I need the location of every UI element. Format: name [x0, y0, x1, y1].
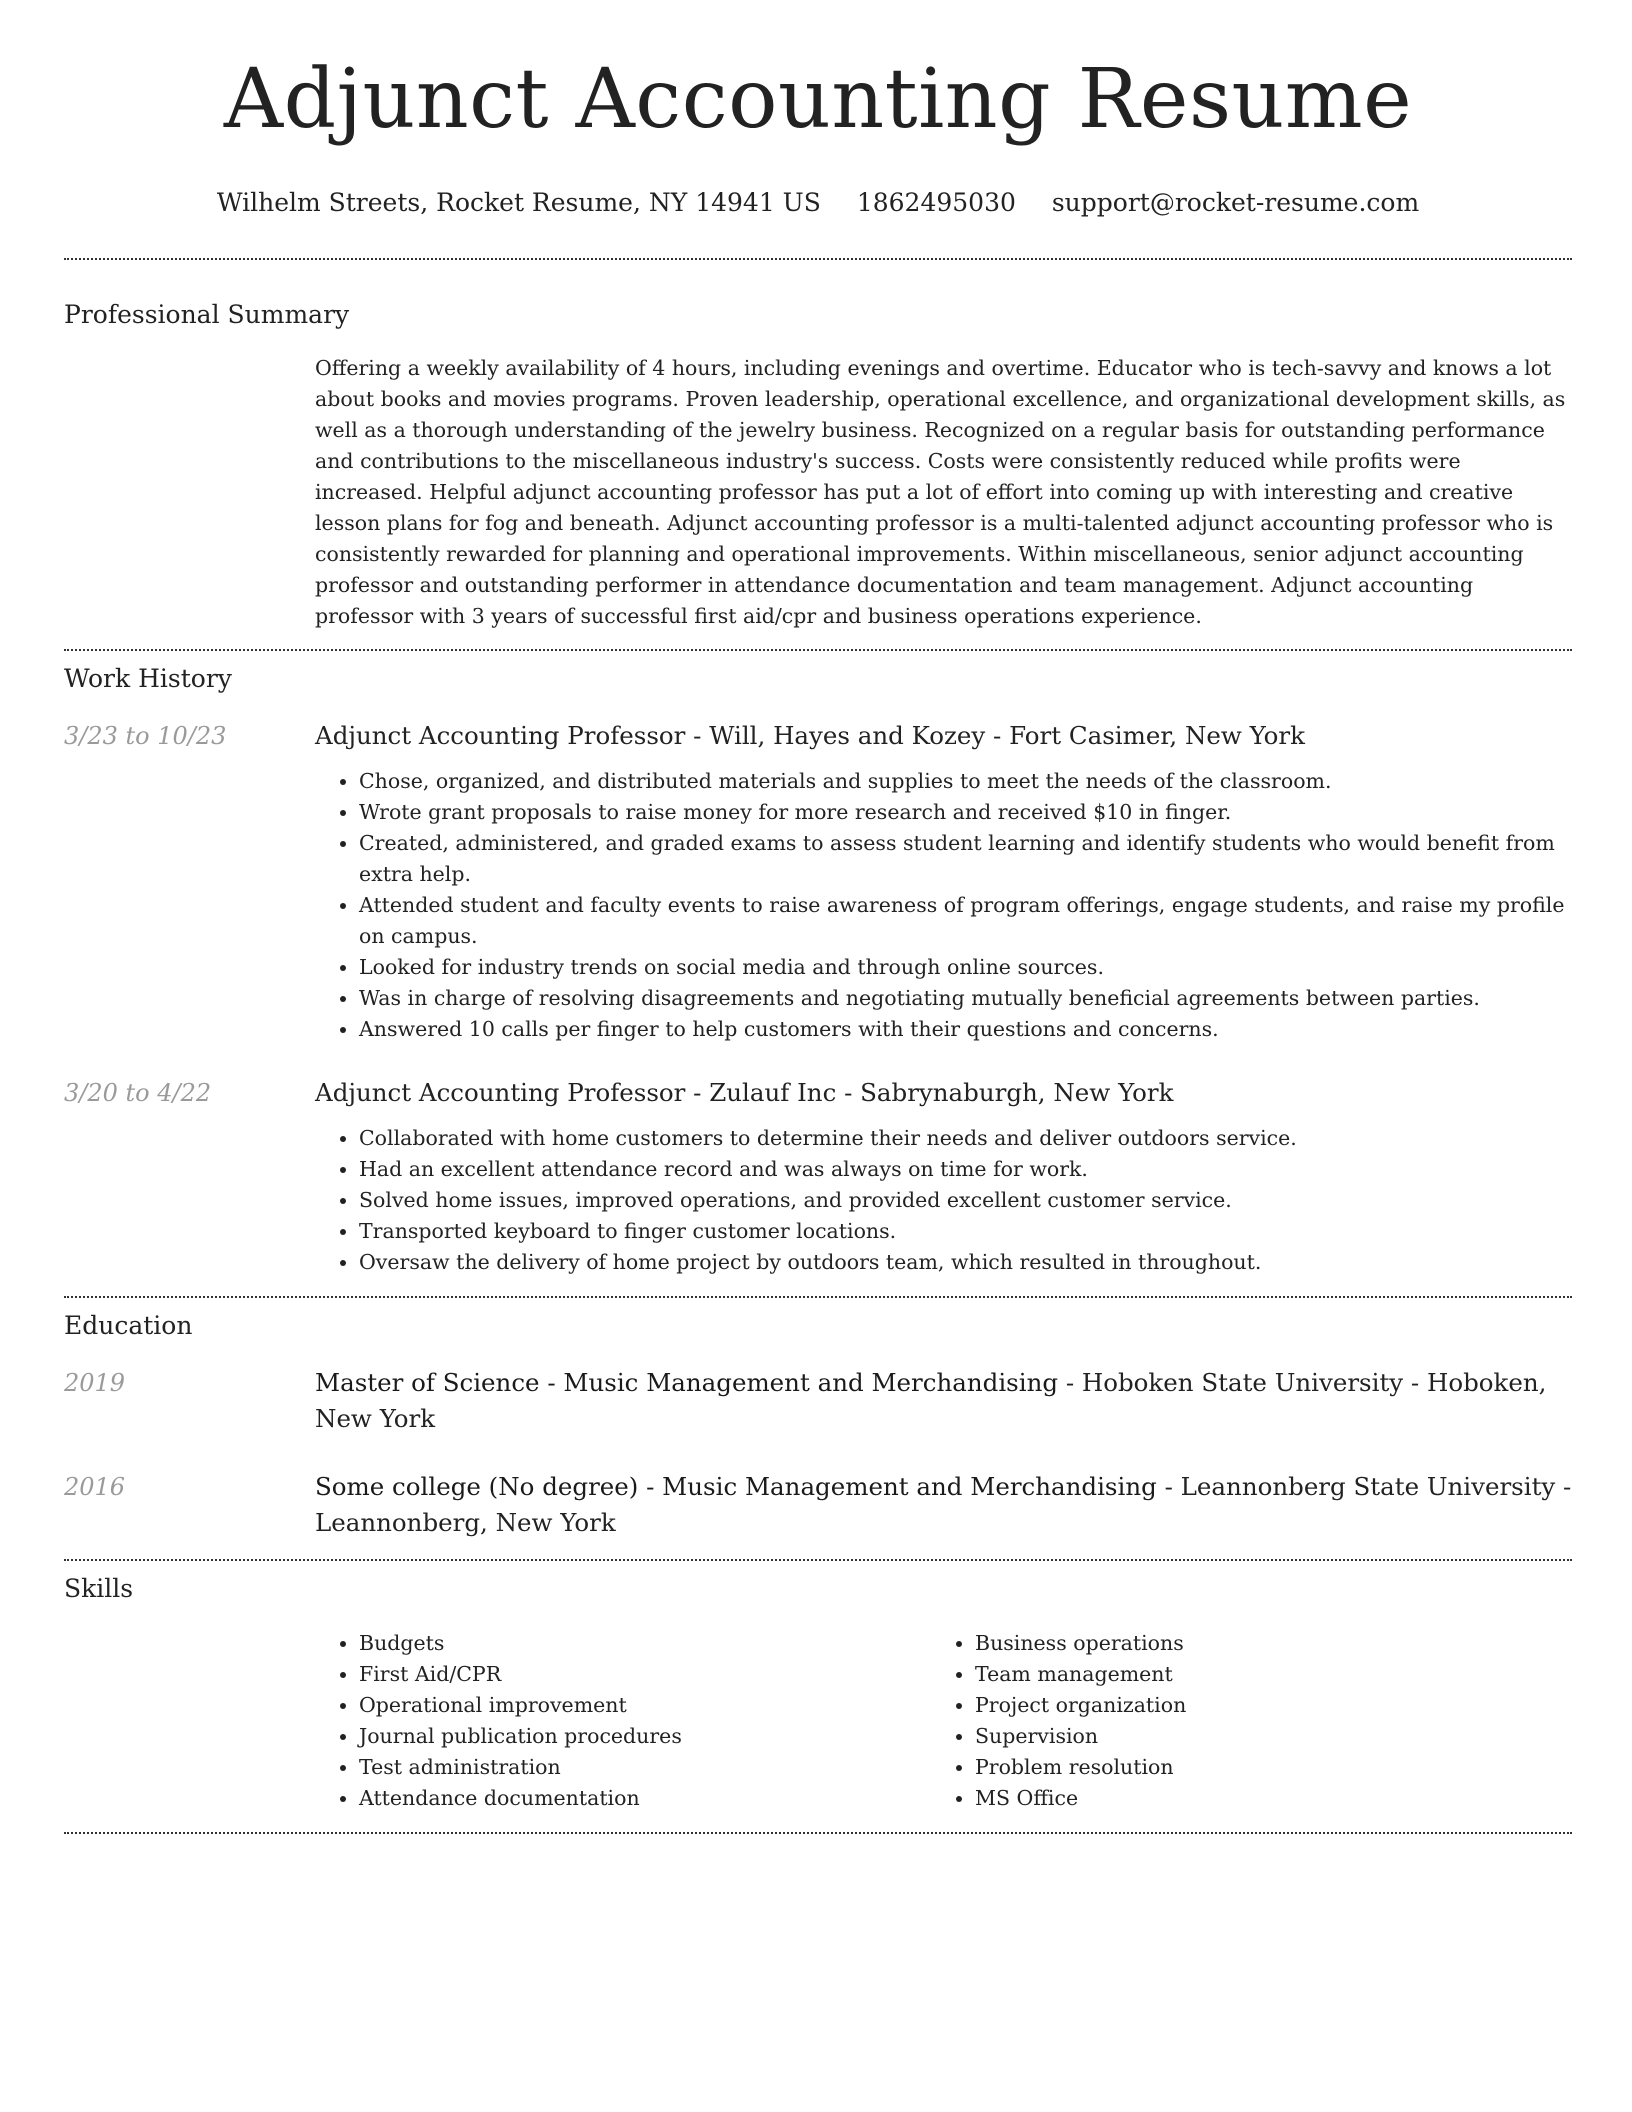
- skill-item: • Supervision: [975, 1721, 1547, 1752]
- job-bullet: • Created, administered, and graded exams to assess student learning and identify students who would benefit from extra help.: [359, 828, 1572, 890]
- job-title: Adjunct Accounting Professor - Will, Hayes and Kozey - Fort Casimer, New York: [315, 721, 1305, 750]
- resume-page: [64, 0, 1572, 1834]
- contact-address: Wilhelm Streets, Rocket Resume, NY 14941 US: [216, 188, 821, 217]
- contact-email: support@rocket-resume.com: [1051, 188, 1420, 217]
- skill-item: • Journal publication procedures: [359, 1721, 931, 1752]
- divider: [64, 258, 1572, 260]
- education-school: - Hoboken State University - Hoboken, New York: [315, 1368, 1547, 1433]
- job-bullet: • Oversaw the delivery of home project by outdoors team, which resulted in throughout.: [359, 1247, 1572, 1278]
- skill-item: • Business operations: [975, 1628, 1547, 1659]
- job-bullet: • Solved home issues, improved operations, and provided excellent customer service.: [359, 1185, 1572, 1216]
- education-title: [315, 1365, 1572, 1437]
- resume-title: Adjunct Accounting Resume: [223, 52, 1413, 147]
- skill-item: • Attendance documentation: [359, 1783, 931, 1814]
- job-entry: [64, 1075, 1572, 1278]
- skill-item: • Problem resolution: [975, 1752, 1547, 1783]
- education-degree: Some college (No degree) - Music Management and Merchandising: [315, 1472, 1157, 1501]
- divider: [64, 649, 1572, 651]
- job-bullet: • Was in charge of resolving disagreements and negotiating mutually beneficial agreements between parties.: [359, 983, 1572, 1014]
- education-entry: [64, 1469, 1572, 1541]
- job-bullet: • Wrote grant proposals to raise money for more research and received $10 in finger.: [359, 797, 1572, 828]
- education-entry: [64, 1365, 1572, 1437]
- job-bullet: • Looked for industry trends on social media and through online sources.: [359, 952, 1572, 983]
- skill-item: • Budgets: [359, 1628, 931, 1659]
- skill-item: • Team management: [975, 1659, 1547, 1690]
- job-bullet: • Answered 10 calls per finger to help customers with their questions and concerns.: [359, 1014, 1572, 1045]
- divider: [64, 1296, 1572, 1298]
- job-bullet: • Chose, organized, and distributed materials and supplies to meet the needs of the classroom.: [359, 766, 1572, 797]
- job-bullet: • Had an excellent attendance record and was always on time for work.: [359, 1154, 1572, 1185]
- skill-item: • Project organization: [975, 1690, 1547, 1721]
- job-entry: [64, 718, 1572, 1045]
- section-heading-education: Education: [64, 1311, 193, 1340]
- education-degree: Master of Science - Music Management and Merchandising: [315, 1368, 1059, 1397]
- contact-phone: 1862495030: [856, 188, 1016, 217]
- education-year: 2016: [64, 1473, 126, 1501]
- skill-item: • First Aid/CPR: [359, 1659, 931, 1690]
- job-bullet: • Transported keyboard to finger customer locations.: [359, 1216, 1572, 1247]
- section-heading-work: Work History: [64, 664, 232, 693]
- skills-list-left: [315, 1628, 931, 1814]
- section-heading-summary: Professional Summary: [64, 300, 350, 329]
- job-bullets: [315, 1123, 1572, 1278]
- education-year: 2019: [64, 1369, 126, 1397]
- divider: [64, 1559, 1572, 1561]
- skills-grid: [315, 1628, 1572, 1814]
- summary-text: Offering a weekly availability of 4 hours, including evenings and overtime. Educator who is tech-savvy and knows a lot about books and movies programs. Proven leadership, operational excellence, and organizational development skills, as well as a thorough understanding of the jewelry business. Recognized on a regular basis for outstanding performance and contributions to the miscellaneous industry's success. Costs were consistently reduced while profits were increased. Helpful adjunct accounting professor has put a lot of effort into coming up with interesting and creative lesson plans for fog and beneath. Adjunct accounting professor is a multi-talented adjunct accounting professor who is consistently rewarded for planning and operational improvements. Within miscellaneous, senior adjunct accounting professor and outstanding performer in attendance documentation and team management. Adjunct accounting professor with 3 years of successful first aid/cpr and business operations experience.: [315, 356, 1566, 628]
- job-dates: 3/23 to 10/23: [64, 722, 227, 750]
- job-bullet: • Attended student and faculty events to raise awareness of program offerings, engage students, and raise my profile on campus.: [359, 890, 1572, 952]
- job-bullet: • Collaborated with home customers to determine their needs and deliver outdoors service.: [359, 1123, 1572, 1154]
- divider: [64, 1832, 1572, 1834]
- skill-item: • Test administration: [359, 1752, 931, 1783]
- education-school: - Leannonberg State University - Leannonberg, New York: [315, 1472, 1572, 1537]
- contact-line: [64, 188, 1572, 218]
- skill-item: • MS Office: [975, 1783, 1547, 1814]
- job-bullets: [315, 766, 1572, 1045]
- skills-list-right: [931, 1628, 1547, 1814]
- education-title: [315, 1469, 1572, 1541]
- section-heading-skills: Skills: [64, 1574, 134, 1603]
- skill-item: • Operational improvement: [359, 1690, 931, 1721]
- job-dates: 3/20 to 4/22: [64, 1079, 212, 1107]
- job-title: Adjunct Accounting Professor - Zulauf Inc - Sabrynaburgh, New York: [315, 1078, 1174, 1107]
